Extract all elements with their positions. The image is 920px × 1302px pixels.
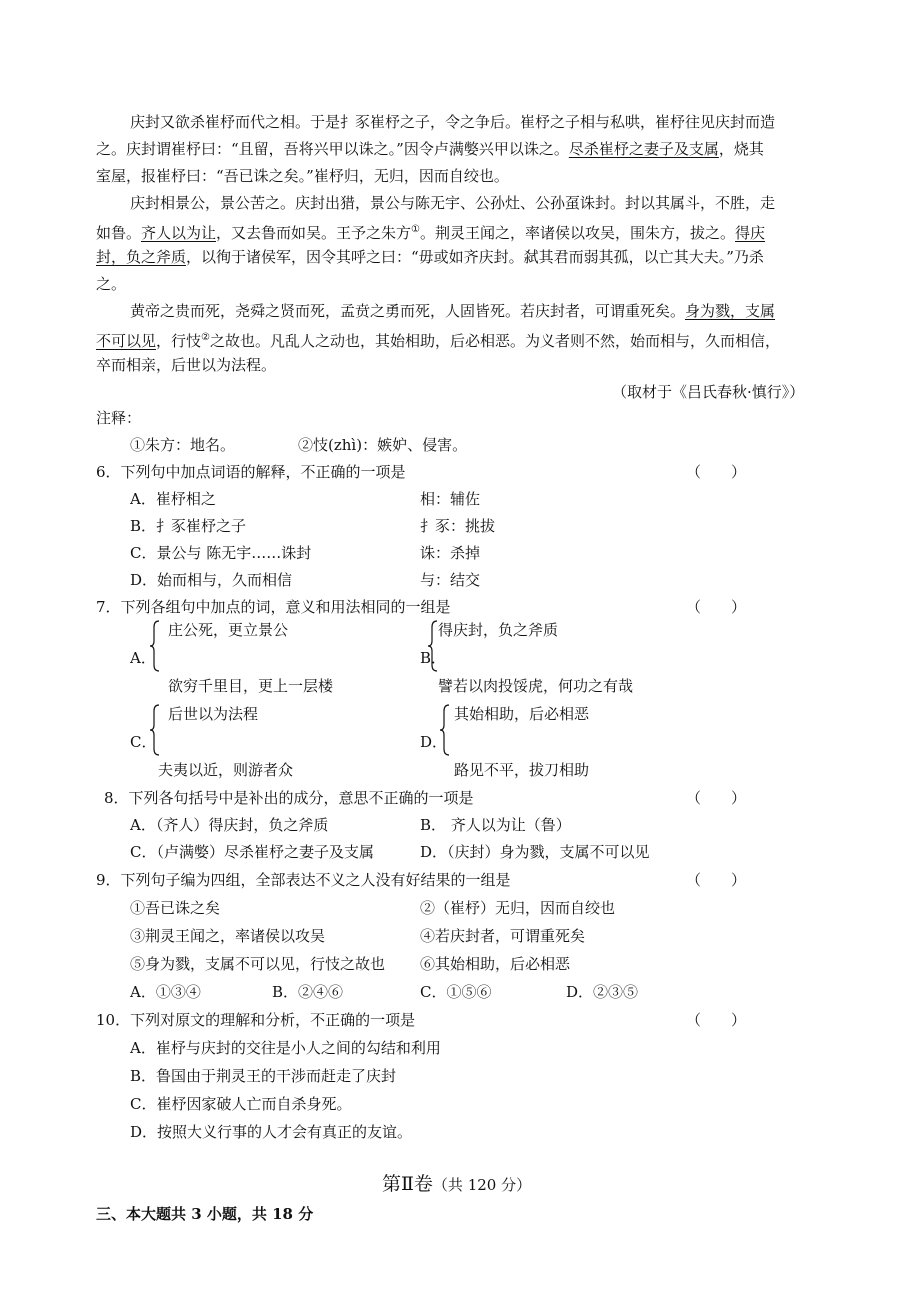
q7-option-d-label: D． — [420, 733, 448, 751]
q9-sentence-1: ①吾已诛之矣 — [130, 899, 221, 917]
q9-option-a: A．①③④ — [130, 983, 201, 1001]
q7-option-a-sentence-1: 庄公死，更立景公 — [168, 621, 289, 639]
passage-line: 之。 — [96, 275, 127, 293]
q9-sentence-5: ⑤身为戮，支属不可以见，行忮之故也 — [130, 955, 386, 973]
q10-option-b: B．鲁国由于荆灵王的干涉而赶走了庆封 — [130, 1067, 397, 1085]
q9-sentence-3: ③荆灵王闻之，率诸侯以攻吴 — [130, 927, 326, 945]
q10-option-c: C．崔杼因家破人亡而自杀身死。 — [130, 1095, 352, 1113]
q6-option-a: A．崔杼相之 — [130, 490, 216, 508]
question-7-stem: 7．下列各组句中加点的词，意义和用法相同的一组是 — [96, 598, 451, 616]
answer-blank[interactable]: （ ） — [686, 463, 747, 481]
answer-blank[interactable]: （ ） — [686, 789, 747, 807]
q7-option-d-sentence-1: 其始相助，后必相恶 — [454, 705, 590, 723]
answer-blank[interactable]: （ ） — [686, 871, 747, 889]
brace-icon — [440, 704, 450, 756]
q7-option-b-label: B． — [420, 649, 447, 667]
passage-line: 庆封相景公，景公苦之。庆封出猎，景公与陈无宇、公孙灶、公孙虿诛封。封以其属斗，不胜，走 — [130, 194, 776, 212]
passage-line: 庆封又欲杀崔杼而代之相。于是扌豕崔杼之子，令之争后。崔杼之子相与私哄，崔杼往见庆封而造 — [130, 113, 776, 131]
q8-option-c: C．（卢满嫳）尽杀崔杼之妻子及支属 — [130, 843, 374, 861]
passage-line: 卒而相亲，后世以为法程。 — [96, 356, 277, 374]
notes-label: 注释： — [96, 409, 142, 427]
q7-option-c-sentence-1: 后世以为法程 — [168, 705, 259, 723]
brace-icon — [428, 620, 438, 672]
q6-option-d-explanation: 与：结交 — [420, 571, 481, 589]
source-citation: （取材于《吕氏春秋·慎行》） — [612, 383, 805, 401]
brace-icon — [150, 620, 160, 672]
q6-option-d: D．始而相与，久而相信 — [130, 571, 293, 589]
q7-option-d-sentence-2: 路见不平，拔刀相助 — [454, 761, 590, 779]
q8-option-d: D．（庆封）身为戮，支属不可以见 — [420, 843, 650, 861]
q6-option-c: C．景公与 陈无宇……诛封 — [130, 544, 312, 562]
answer-blank[interactable]: （ ） — [686, 598, 747, 616]
q6-option-a-explanation: 相：辅佐 — [420, 490, 481, 508]
note-1: ①朱方：地名。 — [130, 436, 236, 454]
q8-option-a: A．（齐人）得庆封，负之斧质 — [130, 816, 329, 834]
part-3-heading: 三、本大题共 3 小题，共 18 分 — [96, 1205, 314, 1223]
q7-option-c-label: C． — [130, 733, 157, 751]
q9-sentence-4: ④若庆封者，可谓重死矣 — [420, 927, 586, 945]
question-8-stem: 8．下列各句括号中是补出的成分，意思不正确的一项是 — [104, 789, 474, 807]
passage-line: 之。庆封谓崔杼曰：“且留，吾将兴甲以诛之。”因令卢满嫳兴甲以诛之。尽杀崔杼之妻子及支属，烧其 — [96, 140, 764, 158]
section-2-heading: 第Ⅱ卷（共 120 分） — [382, 1173, 532, 1195]
q7-option-b-sentence-2: 譬若以肉投馁虎，何功之有哉 — [438, 677, 634, 695]
q10-option-a: A．崔杼与庆封的交往是小人之间的勾结和利用 — [130, 1039, 441, 1057]
brace-icon — [150, 704, 160, 756]
question-10-stem: 10．下列对原文的理解和分析，不正确的一项是 — [96, 1011, 416, 1029]
q7-option-b-sentence-1: 得庆封，负之斧质 — [438, 621, 559, 639]
passage-line: 封，负之斧质，以徇于诸侯军，因令其呼之曰：“毋或如齐庆封。弑其君而弱其孤，以亡其大夫。”乃杀 — [96, 248, 764, 266]
passage-line: 不可以见，行忮②之故也。凡乱人之动也，其始相助，后必相恶。为义者则不然，始而相与，久而相信， — [96, 332, 781, 350]
q7-option-a-sentence-2: 欲穷千里目，更上一层楼 — [168, 677, 334, 695]
q6-option-b: B．扌豕崔杼之子 — [130, 517, 247, 535]
q7-option-a-label: A． — [130, 649, 156, 667]
q9-option-d: D．②③⑤ — [566, 983, 639, 1001]
passage-line: 黄帝之贵而死，尧舜之贤而死，孟贲之勇而死，人固皆死。若庆封者，可谓重死矣。身为戮，支属 — [130, 302, 776, 320]
q9-option-c: C．①⑤⑥ — [420, 983, 492, 1001]
q9-sentence-2: ②（崔杼）无归，因而自绞也 — [420, 899, 616, 917]
answer-blank[interactable]: （ ） — [686, 1011, 747, 1029]
question-6-stem: 6．下列句中加点词语的解释，不正确的一项是 — [96, 463, 406, 481]
q6-option-c-explanation: 诛：杀掉 — [420, 544, 481, 562]
question-9-stem: 9．下列句子编为四组，全部表达不义之人没有好结果的一组是 — [96, 871, 511, 889]
q7-option-c-sentence-2: 夫夷以近，则游者众 — [158, 761, 294, 779]
q9-option-b: B．②④⑥ — [272, 983, 344, 1001]
q10-option-d: D．按照大义行事的人才会有真正的友谊。 — [130, 1123, 413, 1141]
q6-option-b-explanation: 扌豕：挑拔 — [420, 517, 496, 535]
passage-line: 室屋，报崔杼曰：“吾已诛之矣。”崔杼归，无归，因而自绞也。 — [96, 167, 509, 185]
q8-option-b: B． 齐人以为让（鲁） — [420, 816, 571, 834]
q9-sentence-6: ⑥其始相助，后必相恶 — [420, 955, 571, 973]
passage-line: 如鲁。齐人以为让，又去鲁而如吴。王予之朱方①。荆灵王闻之，率诸侯以攻吴，围朱方，拔之。得庆 — [96, 224, 766, 242]
note-2: ②忮(zhì)：嫉妒、侵害。 — [298, 436, 468, 454]
